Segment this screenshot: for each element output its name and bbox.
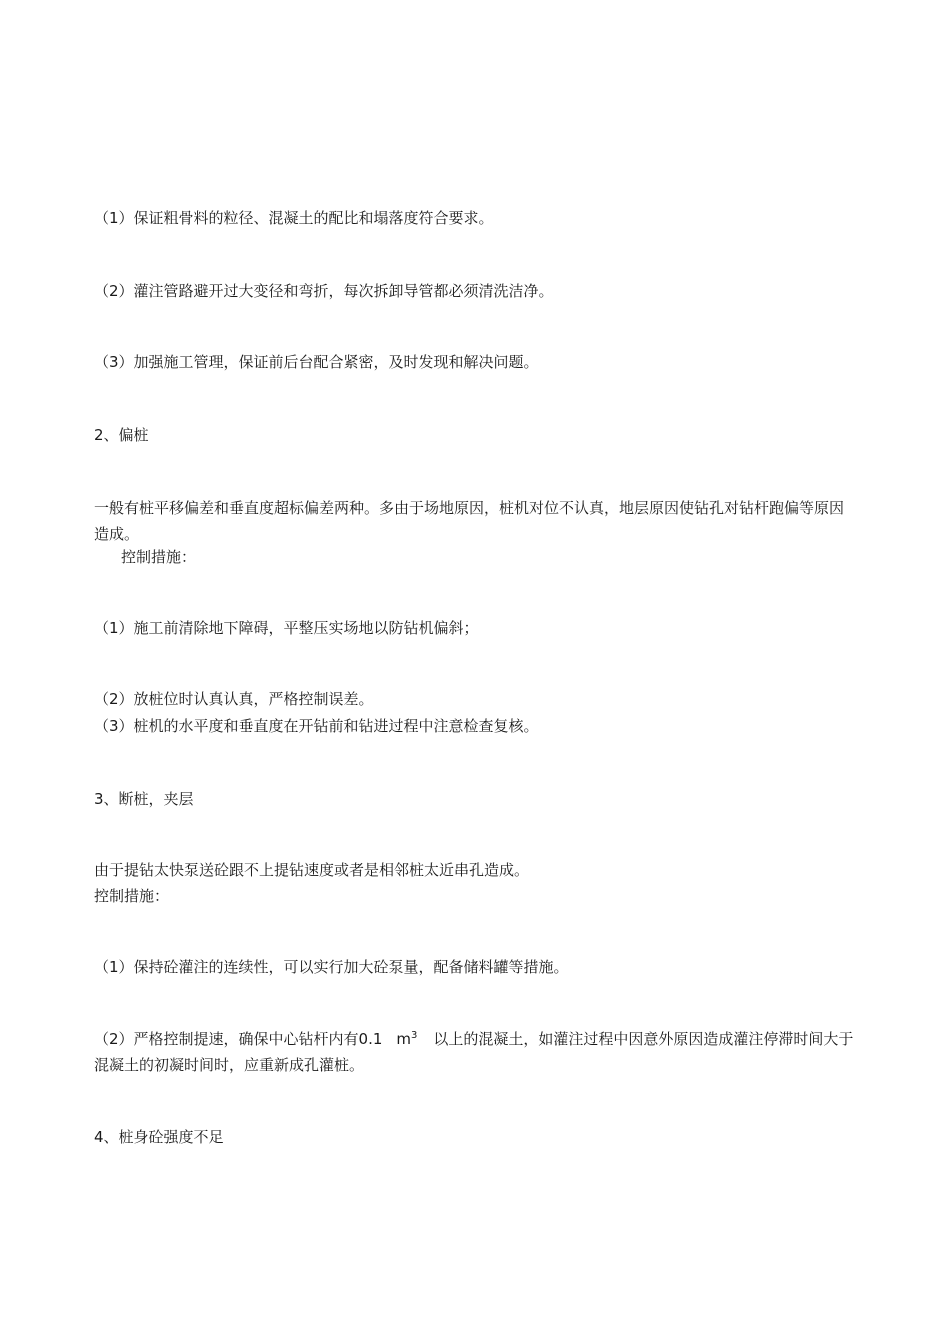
section-heading-offset-pile: 2、偏桩 (94, 426, 149, 444)
volume-unit-exponent: 3 (411, 1030, 418, 1041)
paragraph-clear-obstacles: （1）施工前清除地下障碍，平整压实场地以防钻机偏斜； (94, 619, 479, 637)
lifting-speed-text-start: （2）严格控制提速，确保中心钻杆内有 (94, 1030, 359, 1048)
paragraph-offset-causes: 一般有桩平移偏差和垂直度超标偏差两种。多由于场地原因，桩机对位不认真，地层原因使钻孔对钻杆跑偏等原因造成。 (94, 499, 845, 543)
paragraph-broken-causes: 由于提钻太快泵送砼跟不上提钻速度或者是相邻桩太近串孔造成。 (94, 861, 530, 879)
volume-value: 0.1 (358, 1030, 383, 1048)
paragraph-lifting-speed (94, 1026, 854, 1078)
paragraph-construction-management: （3）加强施工管理，保证前后台配合紧密，及时发现和解决问题。 (94, 353, 539, 371)
volume-unit: m (396, 1030, 412, 1048)
paragraph-level-check: （3）桩机的水平度和垂直度在开钻前和钻进过程中注意检查复核。 (94, 717, 539, 735)
paragraph-control-measures-label: 控制措施： (121, 548, 197, 566)
paragraph-aggregate-requirement: （1）保证粗骨料的粒径、混凝土的配比和塌落度符合要求。 (94, 209, 494, 227)
section-heading-broken-pile: 3、断桩，夹层 (94, 790, 194, 808)
paragraph-control-measures-label-2: 控制措施： (94, 887, 170, 905)
paragraph-pile-positioning: （2）放桩位时认真认真，严格控制误差。 (94, 690, 374, 708)
paragraph-pipe-cleaning: （2）灌注管路避开过大变径和弯折，每次拆卸导管都必须清洗洁净。 (94, 282, 554, 300)
lifting-speed-text-end: 以上的混凝土，如灌注过程中因意外原因造成灌注停滞时间大于混凝土的初凝时间时，应重新成孔灌桩。 (94, 1030, 854, 1074)
paragraph-continuous-pouring: （1）保持砼灌注的连续性，可以实行加大砼泵量，配备储料罐等措施。 (94, 958, 569, 976)
section-heading-strength: 4、桩身砼强度不足 (94, 1128, 224, 1146)
